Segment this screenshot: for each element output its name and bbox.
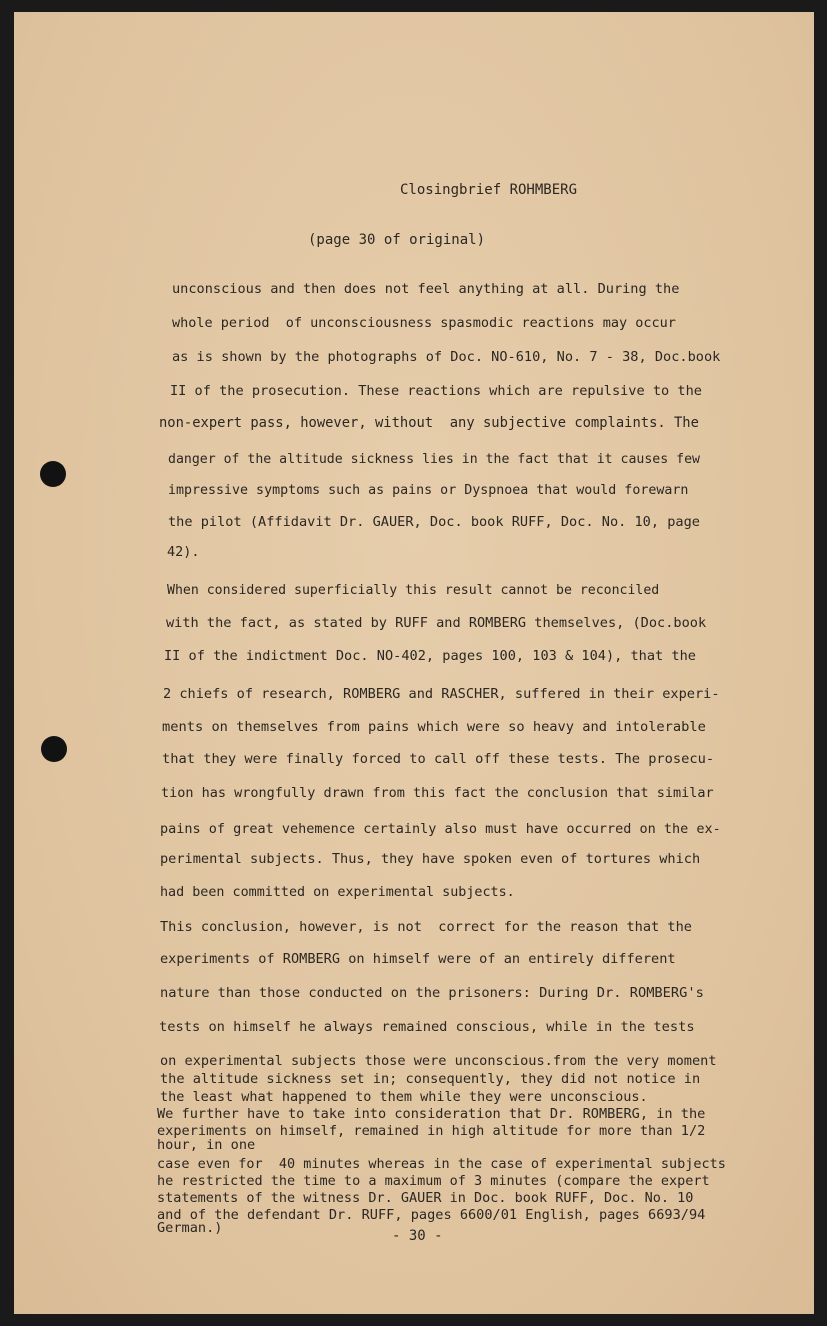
text-line: non-expert pass, however, without any subjective complaints. The [159, 415, 699, 431]
text-line: the pilot (Affidavit Dr. GAUER, Doc. book RUFF, Doc. No. 10, page [168, 514, 700, 530]
text-line: German.) [157, 1220, 223, 1236]
text-line: statements of the witness Dr. GAUER in Doc. book RUFF, Doc. No. 10 [157, 1190, 694, 1206]
text-line: the altitude sickness set in; consequently, they did not notice in [160, 1071, 701, 1087]
text-line: pains of great vehemence certainly also must have occurred on the ex- [160, 821, 721, 837]
text-line: experiments of ROMBERG on himself were of an entirely different [160, 951, 676, 967]
text-line: II of the prosecution. These reactions which are repulsive to the [170, 383, 702, 399]
text-line: case even for 40 minutes whereas in the case of experimental subjects [157, 1156, 726, 1172]
text-line: experiments on himself, remained in high altitude for more than 1/2 [157, 1123, 706, 1139]
page-number: - 30 - [392, 1228, 443, 1244]
text-line: unconscious and then does not feel anything at all. During the [172, 281, 680, 297]
text-line: We further have to take into consideration that Dr. ROMBERG, in the [157, 1106, 706, 1122]
text-line: 42). [167, 544, 200, 560]
page-reference: (page 30 of original) [308, 232, 486, 248]
text-line: on experimental subjects those were unconscious.from the very moment [160, 1053, 717, 1069]
punch-hole [40, 461, 66, 487]
text-line: whole period of unconsciousness spasmodic reactions may occur [172, 315, 676, 331]
text-line: tion has wrongfully drawn from this fact the conclusion that similar [161, 785, 714, 801]
text-line: When considered superficially this result cannot be reconciled [167, 583, 660, 598]
document-title: Closingbrief ROHMBERG [400, 182, 578, 198]
text-line: tests on himself he always remained conscious, while in the tests [159, 1019, 695, 1035]
text-line: II of the indictment Doc. NO-402, pages 100, 103 & 104), that the [164, 648, 696, 664]
text-line: as is shown by the photographs of Doc. NO-610, No. 7 - 38, Doc.book [172, 349, 721, 365]
text-line: that they were finally forced to call off these tests. The prosecu- [162, 751, 715, 767]
text-line: hour, in one [157, 1137, 256, 1153]
text-line: he restricted the time to a maximum of 3 minutes (compare the expert [157, 1173, 710, 1189]
text-line: danger of the altitude sickness lies in the fact that it causes few [168, 452, 700, 467]
punch-hole [41, 736, 67, 762]
text-line: 2 chiefs of research, ROMBERG and RASCHER, suffered in their experi- [163, 686, 720, 702]
text-line: impressive symptoms such as pains or Dyspnoea that would forewarn [168, 483, 689, 498]
text-line: and of the defendant Dr. RUFF, pages 6600/01 English, pages 6693/94 [157, 1207, 706, 1223]
text-line: with the fact, as stated by RUFF and ROMBERG themselves, (Doc.book [166, 615, 707, 631]
text-line: ments on themselves from pains which were so heavy and intolerable [162, 719, 706, 735]
text-line: the least what happened to them while they were unconscious. [160, 1089, 648, 1105]
text-line: This conclusion, however, is not correct for the reason that the [160, 919, 692, 935]
text-line: nature than those conducted on the prisoners: During Dr. ROMBERG's [160, 985, 704, 1001]
text-line: had been committed on experimental subjects. [160, 885, 515, 900]
text-line: perimental subjects. Thus, they have spoken even of tortures which [160, 851, 701, 867]
